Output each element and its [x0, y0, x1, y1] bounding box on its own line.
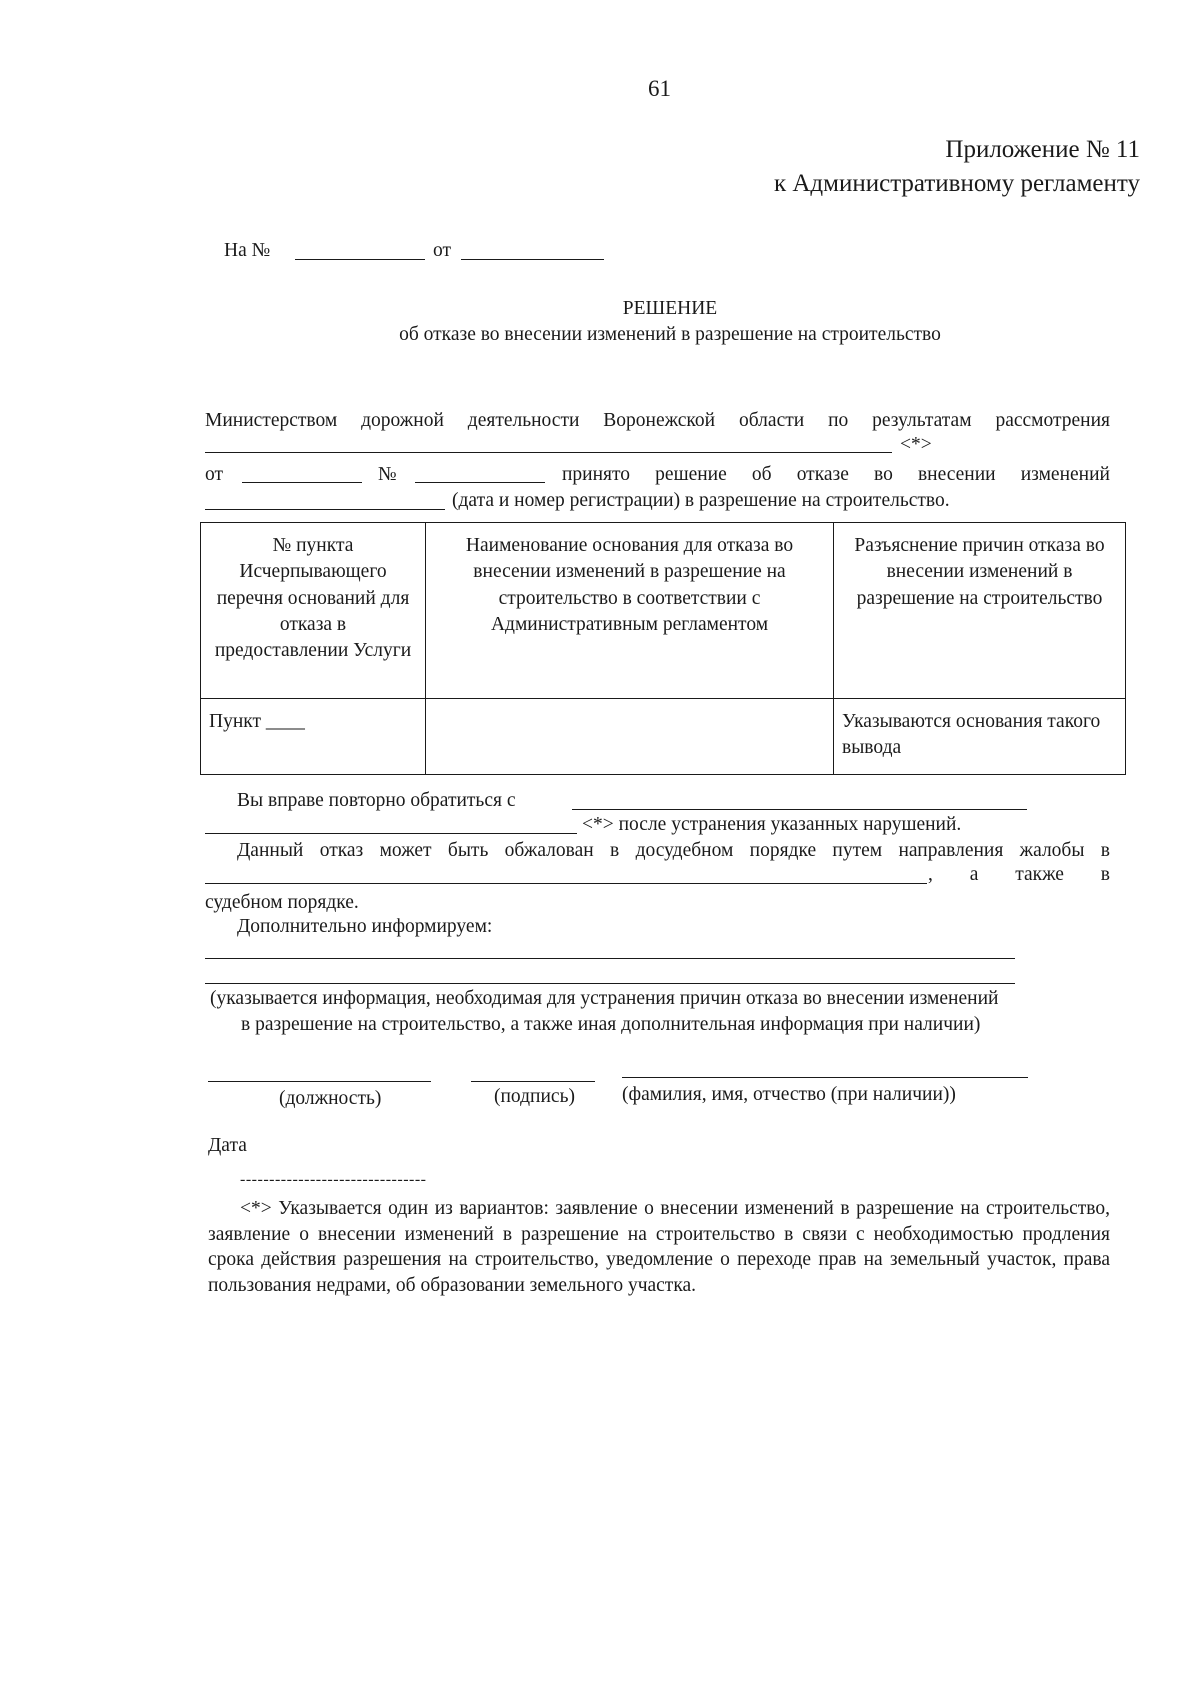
application-field [205, 452, 892, 453]
intro-marker: <*> [900, 434, 932, 455]
intro-date-field [242, 482, 362, 483]
decision-subheading: об отказе во внесении изменений в разрешение на строительство [399, 324, 941, 345]
ref-date-field [461, 259, 604, 260]
position-label: (должность) [279, 1088, 382, 1109]
intro-num-label: № [378, 464, 397, 485]
sign-label: (подпись) [494, 1086, 575, 1107]
table-cell-clause: Пункт ____ [201, 699, 426, 775]
ref-number-field [295, 259, 425, 260]
decision-heading: РЕШЕНИЕ [622, 298, 718, 319]
name-label: (фамилия, имя, отчество (при наличии)) [622, 1084, 956, 1105]
footnote-text: <*> Указывается один из вариантов: заявление о внесении изменений в разрешение на строительство, заявление о внесении изменений в разрешение на строительство в связи с необходимостью продления срока действия разрешения на строительство, уведомление о переходе прав на земельный участок, права пользования недрами, об образовании земельного участка. [208, 1198, 1110, 1296]
intro-line1: Министерством дорожной деятельности Воронежской области по результатам рассмотрения [205, 410, 1110, 431]
appeal-field [205, 883, 927, 884]
table-header-cell: Наименование основания для отказа во внесении изменений в разрешение на строительство в соответствии с Административным регламентом [426, 523, 834, 699]
retry-prefix: Вы вправе повторно обратиться с [237, 790, 516, 811]
additional-label: Дополнительно информируем: [237, 916, 493, 937]
reg-field [205, 509, 445, 510]
intro-decision-text: принято решение об отказе во внесении изменений [562, 464, 1110, 485]
intro-ot-label: от [205, 464, 224, 485]
ref-number-label: На № [224, 240, 271, 261]
reg-note: (дата и номер регистрации) в разрешение на строительство. [452, 490, 950, 511]
table-header-cell: Разъяснение причин отказа во внесении изменений в разрешение на строительство [834, 523, 1126, 699]
retry-field-2 [205, 833, 577, 834]
table-header-cell: № пункта Исчерпывающего перечня оснований для отказа в предоставлении Услуги [201, 523, 426, 699]
info-note-line1: (указывается информация, необходимая для устранения причин отказа во внесении изменений [210, 988, 999, 1009]
date-label: Дата [208, 1135, 247, 1156]
table-cell-reason [426, 699, 834, 775]
appendix-title: Приложение № 11 [945, 136, 1140, 163]
table-row [201, 699, 1126, 775]
intro-num-field [415, 482, 545, 483]
additional-field-2 [205, 983, 1015, 984]
additional-field-1 [205, 958, 1015, 959]
table-cell-explanation: Указываются основания такого вывода [834, 699, 1126, 775]
retry-field-1 [572, 809, 1027, 810]
retry-suffix: <*> после устранения указанных нарушений. [582, 814, 962, 835]
sign-field [471, 1081, 595, 1082]
appendix-subtitle: к Административному регламенту [773, 170, 1140, 197]
position-field [208, 1081, 431, 1082]
name-field [622, 1077, 1028, 1078]
ref-date-label: от [433, 240, 452, 261]
appeal-line1: Данный отказ может быть обжалован в досудебном порядке путем направления жалобы в [237, 840, 1110, 861]
page-number: 61 [648, 76, 671, 101]
refusal-table [200, 522, 1126, 775]
appeal-tail: , а также в [928, 864, 1110, 885]
table-header-row [201, 523, 1126, 699]
appeal-line3: судебном порядке. [205, 892, 359, 913]
footnote-separator: -------------------------------- [240, 1171, 427, 1188]
info-note-line2: в разрешение на строительство, а также иная дополнительная информация при наличии) [241, 1014, 981, 1035]
